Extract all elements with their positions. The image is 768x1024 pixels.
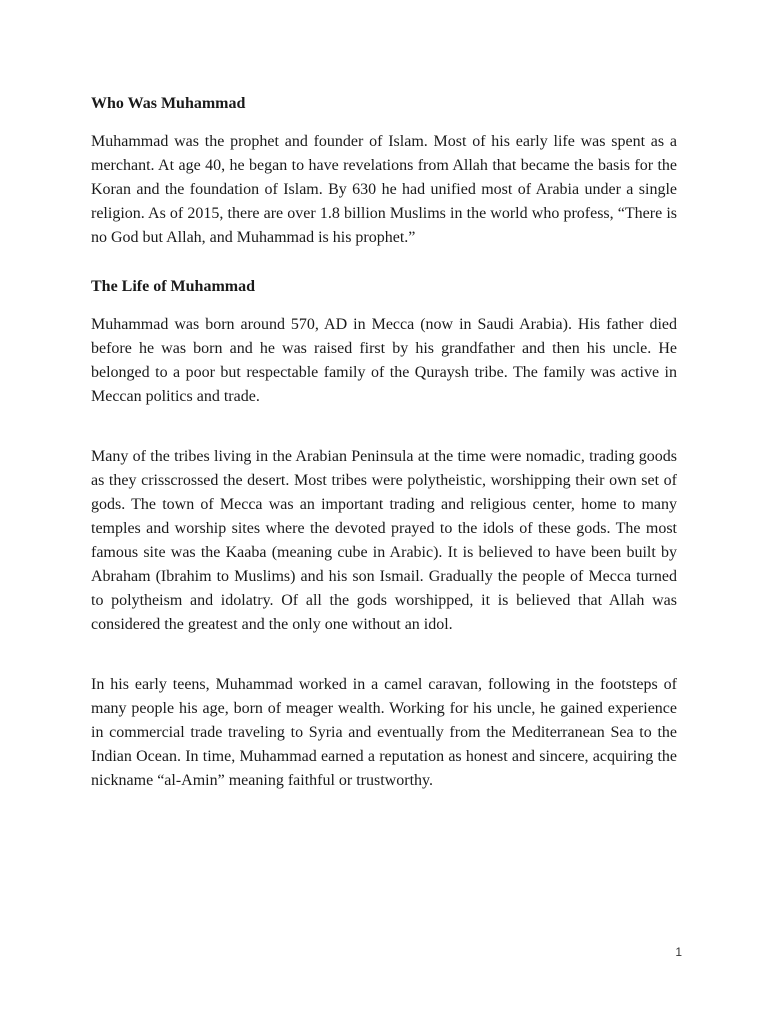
- document-body: [91, 92, 677, 793]
- paragraph-intro: Muhammad was the prophet and founder of Islam. Most of his early life was spent as a merchant. At age 40, he began to have revelations from Allah that became the basis for the Koran and the foundation of Islam. By 630 he had unified most of Arabia under a single religion. As of 2015, there are over 1.8 billion Muslims in the world who profess, “There is no God but Allah, and Muhammad is his prophet.”: [91, 133, 677, 246]
- paragraph-birth: Muhammad was born around 570, AD in Mecca (now in Saudi Arabia). His father died before he was born and he was raised first by his grandfather and then his uncle. He belonged to a poor but respectable family of the Quraysh tribe. The family was active in Meccan politics and trade.: [91, 316, 677, 405]
- section-heading-who-was-muhammad: Who Was Muhammad: [91, 95, 246, 112]
- paragraph-arabian-tribes: Many of the tribes living in the Arabian Peninsula at the time were nomadic, trading goods as they crisscrossed the desert. Most tribes were polytheistic, worshipping their own set of gods. The town of Mecca was an important trading and religious center, home to many temples and worship sites where the devoted prayed to the idols of these gods. The most famous site was the Kaaba (meaning cube in Arabic). It is believed to have been built by Abraham (Ibrahim to Muslims) and his son Ismail. Gradually the people of Mecca turned to polytheism and idolatry. Of all the gods worshipped, it is believed that Allah was considered the greatest and the only one without an idol.: [91, 448, 677, 633]
- page-number: 1: [675, 945, 682, 959]
- section-heading-life-of-muhammad: The Life of Muhammad: [91, 278, 255, 295]
- paragraph-early-teens: In his early teens, Muhammad worked in a camel caravan, following in the footsteps of many people his age, born of meager wealth. Working for his uncle, he gained experience in commercial trade traveling to Syria and eventually from the Mediterranean Sea to the Indian Ocean. In time, Muhammad earned a reputation as honest and sincere, acquiring the nickname “al-Amin” meaning faithful or trustworthy.: [91, 676, 677, 789]
